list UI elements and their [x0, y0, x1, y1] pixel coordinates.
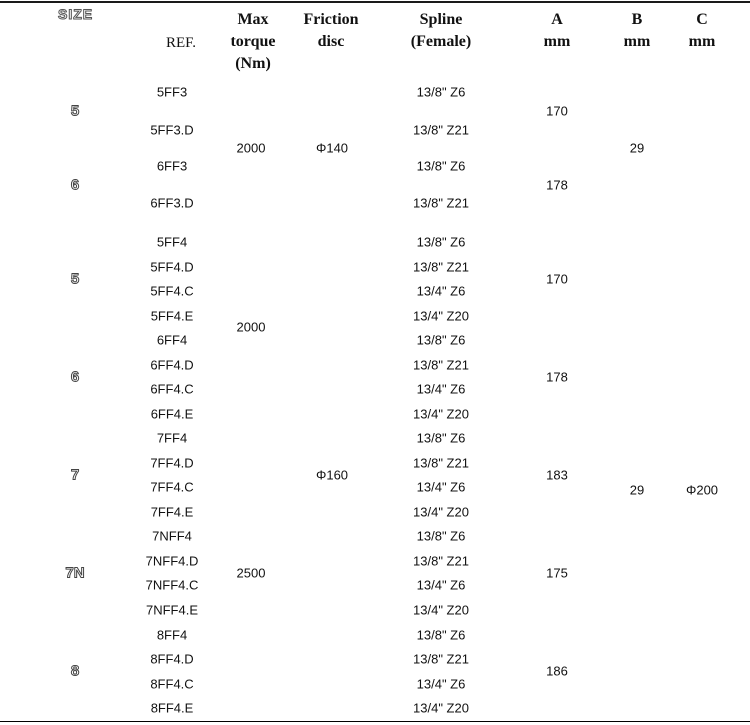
header-b-line1: B [631, 11, 643, 28]
ref-cell: 6FF4.D [150, 357, 194, 373]
spline-cell: 13/4" Z20 [413, 406, 469, 422]
spline-cell: 13/4" Z6 [416, 283, 466, 299]
bottom-rule [0, 721, 750, 722]
spline-cell: 13/4" Z6 [416, 676, 466, 692]
ref-cell: 7NFF4.D [145, 553, 199, 569]
ref-cell: 6FF4.C [150, 381, 194, 397]
spline-cell: 13/8" Z6 [416, 627, 466, 643]
ref-cell: 6FF3 [156, 158, 188, 174]
a-cell: 170 [546, 271, 568, 287]
b-cell: 29 [629, 482, 645, 498]
ref-cell: 6FF4.E [150, 406, 194, 422]
ref-cell: 8FF4.C [150, 676, 194, 692]
size-cell: 6 [70, 176, 80, 194]
top-rule [0, 1, 750, 3]
spline-cell: 13/4" Z20 [413, 700, 469, 716]
max-torque-cell: 2000 [236, 319, 266, 335]
max-torque-cell: 2000 [236, 140, 266, 156]
header-spline-line1: Spline [419, 11, 463, 28]
ref-cell: 7FF4.D [150, 455, 194, 471]
ref-cell: 5FF3.D [150, 122, 194, 138]
spline-cell: 13/4" Z6 [416, 479, 466, 495]
size-cell: 6 [70, 368, 80, 386]
spline-cell: 13/8" Z21 [413, 357, 469, 373]
header-max-torque-line2: torque [230, 33, 276, 50]
header-max-torque-line1: Max [237, 11, 269, 28]
header-b-line2: mm [623, 33, 651, 50]
spline-cell: 13/8" Z21 [413, 455, 469, 471]
ref-cell: 6FF3.D [150, 195, 194, 211]
spline-cell: 13/8" Z6 [416, 332, 466, 348]
ref-cell: 5FF3 [156, 84, 188, 100]
ref-cell: 7NFF4.C [145, 577, 199, 593]
a-cell: 178 [546, 369, 568, 385]
spline-cell: 13/4" Z20 [413, 602, 469, 618]
spline-cell: 13/8" Z6 [416, 158, 466, 174]
a-cell: 175 [546, 565, 568, 581]
size-cell: 7N [65, 564, 85, 582]
ref-cell: 7FF4.C [150, 479, 194, 495]
spline-cell: 13/8" Z6 [416, 234, 466, 250]
friction-disc-cell: Φ140 [315, 140, 349, 156]
spline-cell: 13/8" Z21 [413, 651, 469, 667]
header-a [544, 9, 571, 53]
header-a-line2: mm [543, 33, 571, 50]
header-max-torque-line3: (Nm) [235, 55, 271, 72]
header-size: SIZE [58, 6, 94, 22]
ref-cell: 7NFF4 [152, 528, 192, 544]
ref-cell: 5FF4.C [150, 283, 194, 299]
b-cell: 29 [629, 140, 645, 156]
spline-cell: 13/8" Z6 [416, 528, 466, 544]
friction-disc-cell: Φ160 [315, 467, 349, 483]
ref-cell: 7NFF4.E [145, 602, 199, 618]
a-cell: 178 [546, 177, 568, 193]
spline-cell: 13/8" Z21 [413, 259, 469, 275]
header-c [689, 9, 716, 53]
spline-cell: 13/4" Z6 [416, 577, 466, 593]
a-cell: 186 [546, 663, 568, 679]
ref-cell: 8FF4 [156, 627, 188, 643]
size-cell: 8 [70, 662, 80, 680]
spline-cell: 13/8" Z6 [416, 84, 466, 100]
ref-cell: 7FF4 [156, 430, 188, 446]
header-spline-line2: (Female) [410, 33, 472, 50]
header-c-line1: C [696, 11, 708, 28]
spline-cell: 13/4" Z6 [416, 381, 466, 397]
header-friction-disc [303, 9, 358, 53]
spline-cell: 13/4" Z20 [413, 504, 469, 520]
header-max-torque [230, 9, 275, 75]
max-torque-cell: 2500 [236, 565, 266, 581]
header-spline [411, 9, 471, 53]
size-cell: 5 [70, 270, 80, 288]
spline-cell: 13/8" Z21 [413, 195, 469, 211]
ref-cell: 5FF4.D [150, 259, 194, 275]
size-cell: 7 [70, 466, 80, 484]
header-friction-line1: Friction [303, 11, 359, 28]
ref-cell: 5FF4.E [150, 308, 194, 324]
a-cell: 183 [546, 467, 568, 483]
c-cell: Φ200 [685, 482, 719, 498]
ref-cell: 6FF4 [156, 332, 188, 348]
ref-cell: 7FF4.E [150, 504, 194, 520]
header-friction-line2: disc [317, 33, 345, 50]
header-a-line1: A [551, 11, 563, 28]
spline-cell: 13/8" Z21 [413, 122, 469, 138]
ref-cell: 8FF4.D [150, 651, 194, 667]
size-cell: 5 [70, 102, 80, 120]
spline-cell: 13/8" Z6 [416, 430, 466, 446]
a-cell: 170 [546, 103, 568, 119]
header-c-line2: mm [688, 33, 716, 50]
ref-cell: 5FF4 [156, 234, 188, 250]
ref-cell: 8FF4.E [150, 700, 194, 716]
spline-cell: 13/4" Z20 [413, 308, 469, 324]
header-ref: REF. [166, 35, 197, 51]
header-b [624, 9, 651, 53]
spline-cell: 13/8" Z21 [413, 553, 469, 569]
